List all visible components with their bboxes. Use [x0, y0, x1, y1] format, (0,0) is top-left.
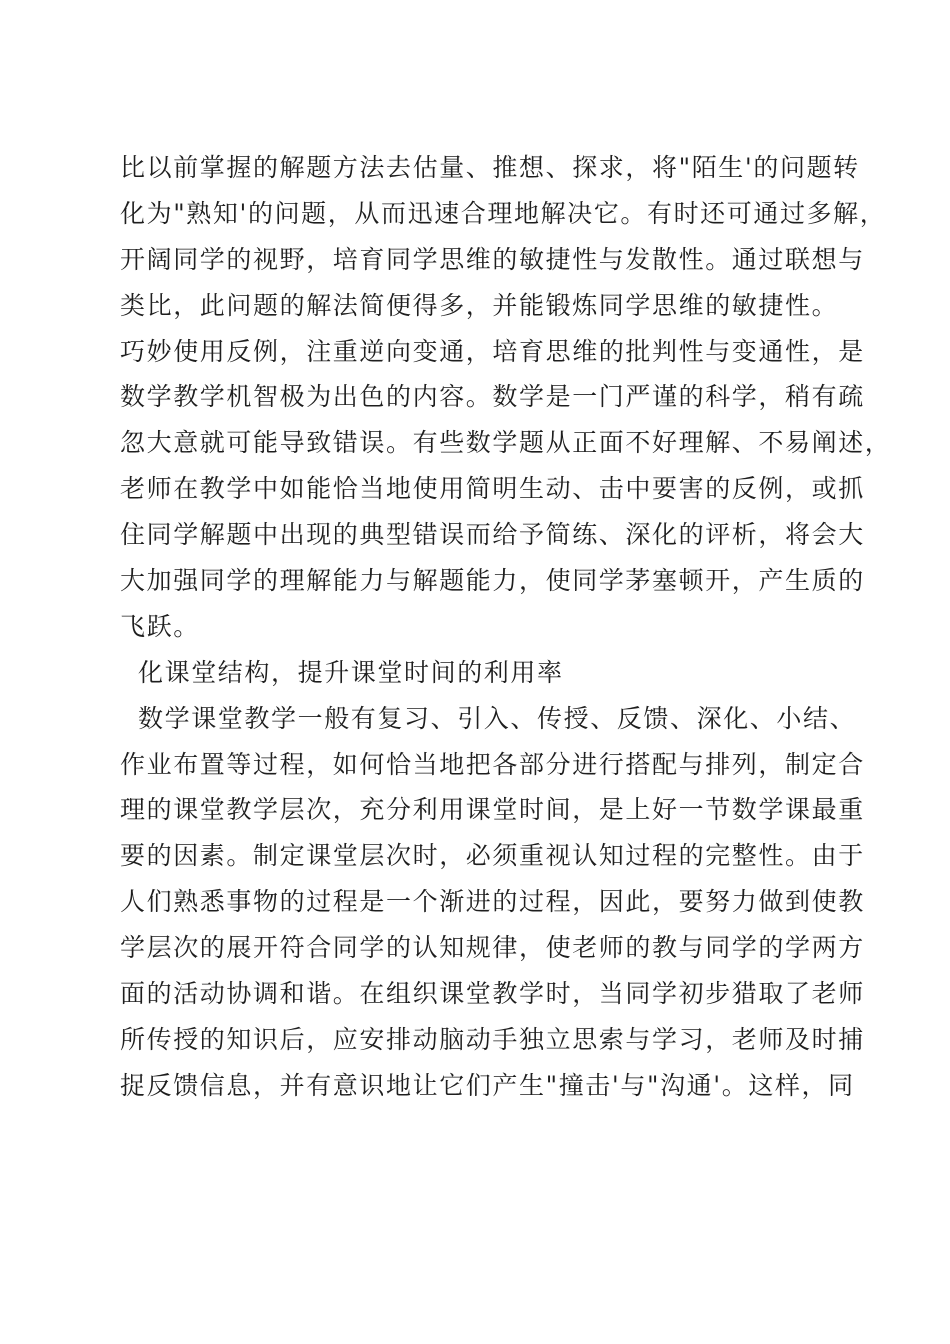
text-line: 巧妙使用反例，注重逆向变通，培育思维的批判性与变通性，是 — [120, 336, 865, 366]
text-line: 大加强同学的理解能力与解题能力，使同学茅塞顿开，产生质的 — [120, 566, 865, 596]
text-line: 化为"熟知'的问题，从而迅速合理地解决它。有时还可通过多解， — [120, 198, 887, 228]
text-line: 开阔同学的视野，培育同学思维的敏捷性与发散性。通过联想与 — [120, 244, 865, 274]
text-line: 数学课堂教学一般有复习、引入、传授、反馈、深化、小结、 — [138, 703, 857, 733]
text-line: 数学教学机智极为出色的内容。数学是一门严谨的科学，稍有疏 — [120, 382, 865, 412]
text-line: 飞跃。 — [120, 611, 200, 641]
section-heading: 化课堂结构，提升课堂时间的利用率 — [138, 657, 564, 687]
text-line: 所传授的知识后，应安排动脑动手独立思索与学习，老师及时捕 — [120, 1024, 865, 1054]
text-line: 比以前掌握的解题方法去估量、推想、探求，将"陌生'的问题转 — [120, 153, 860, 182]
text-line: 作业布置等过程，如何恰当地把各部分进行搭配与排列，制定合 — [120, 749, 865, 779]
text-line: 人们熟悉事物的过程是一个渐进的过程，因此，要努力做到使教 — [120, 887, 865, 917]
text-line: 学层次的展开符合同学的认知规律，使老师的教与同学的学两方 — [120, 933, 865, 963]
text-line: 忽大意就可能导致错误。有些数学题从正面不好理解、不易阐述， — [120, 428, 892, 458]
text-line: 老师在教学中如能恰当地使用简明生动、击中要害的反例，或抓 — [120, 474, 865, 504]
text-line: 类比，此问题的解法简便得多，并能锻炼同学思维的敏捷性。 — [120, 290, 839, 320]
document-body — [120, 145, 892, 1109]
text-line: 面的活动协调和谐。在组织课堂教学时，当同学初步猎取了老师 — [120, 979, 865, 1009]
text-line: 捉反馈信息，并有意识地让它们产生"撞击'与"沟通'。这样，同 — [120, 1070, 855, 1100]
text-line: 住同学解题中出现的典型错误而给予简练、深化的评析，将会大 — [120, 520, 865, 550]
text-line: 理的课堂教学层次，充分利用课堂时间，是上好一节数学课最重 — [120, 795, 865, 825]
text-line: 要的因素。制定课堂层次时，必须重视认知过程的完整性。由于 — [120, 841, 865, 871]
